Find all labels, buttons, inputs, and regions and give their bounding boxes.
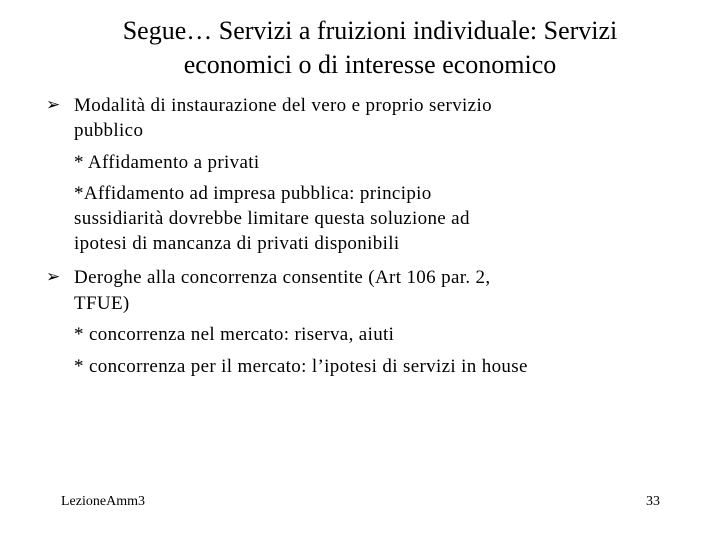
footer-page-number: 33 bbox=[646, 494, 660, 509]
bullet-1-line-3: * Affidamento a privati bbox=[74, 152, 260, 173]
bullet-2-line-1: Deroghe alla concorrenza consentite (Art 106 par. 2, bbox=[74, 267, 491, 288]
bullet-1-line-5: sussidiarità dovrebbe limitare questa soluzione ad bbox=[74, 208, 470, 229]
bullet-2-line-2: TFUE) bbox=[74, 293, 130, 314]
arrow-bullet-icon: ➢ bbox=[46, 267, 61, 287]
bullet-2-line-4: * concorrenza per il mercato: l’ipotesi di servizi in house bbox=[74, 356, 528, 377]
bullet-1-line-4: *Affidamento ad impresa pubblica: principio bbox=[74, 183, 432, 204]
slide-title-line-1: Segue… Servizi a fruizioni individuale: Servizi bbox=[122, 16, 618, 45]
bullet-1-line-2: pubblico bbox=[74, 120, 144, 141]
footer-lecture-label: LezioneAmm3 bbox=[61, 494, 145, 509]
slide-title-line-2: economici o di interesse economico bbox=[183, 50, 557, 79]
bullet-1-line-6: ipotesi di mancanza di privati disponibili bbox=[74, 233, 400, 254]
bullet-1-line-1: Modalità di instaurazione del vero e proprio servizio bbox=[74, 95, 492, 116]
arrow-bullet-icon: ➢ bbox=[46, 95, 61, 115]
bullet-2-line-3: * concorrenza nel mercato: riserva, aiuti bbox=[74, 324, 395, 345]
